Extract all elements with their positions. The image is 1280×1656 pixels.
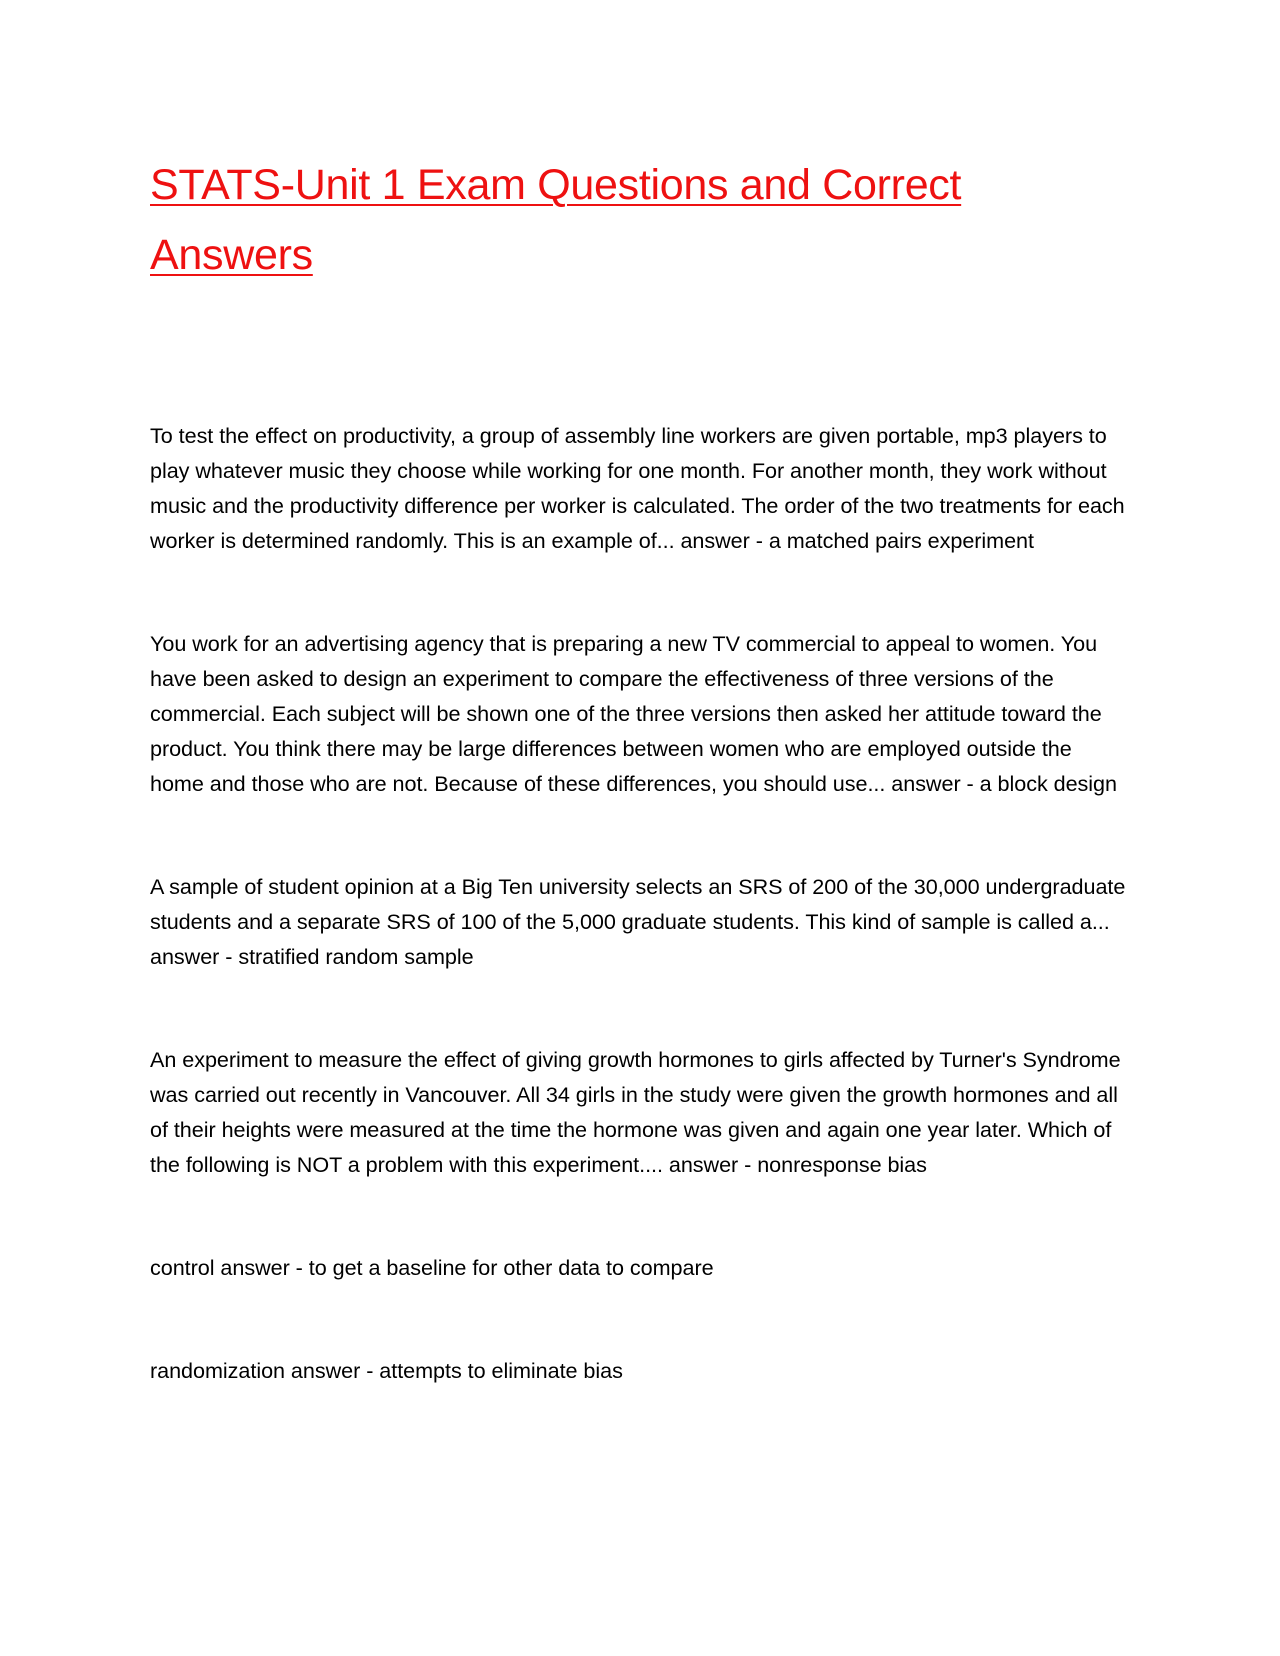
qa-entry-matched-pairs: To test the effect on productivity, a group of assembly line workers are given portable, mp3 players to play whatever music they choose while working for one month. For another month, they work without music and the productivity difference per worker is calculated. The order of the two treatments for each worker is determined randomly. This is an example of... answer - a matched pairs experiment bbox=[150, 423, 1125, 553]
document-title: STATS-Unit 1 Exam Questions and Correct Answers bbox=[150, 161, 962, 279]
document-content bbox=[150, 150, 1130, 1456]
qa-entry-block-design: You work for an advertising agency that is preparing a new TV commercial to appeal to women. You have been asked to design an experiment to compare the effectiveness of three versions of the commercial. Each subject will be shown one of the three versions then asked her attitude toward the product. You think there may be large differences between women who are employed outside the home and those who are not. Because of these differences, you should use... answer - a block design bbox=[150, 631, 1117, 796]
qa-list bbox=[150, 418, 1130, 1388]
qa-entry-randomization: randomization answer - attempts to eliminate bias bbox=[150, 1358, 623, 1383]
qa-entry-stratified-sample: A sample of student opinion at a Big Ten university selects an SRS of 200 of the 30,000 undergraduate students and a separate SRS of 100 of the 5,000 graduate students. This kind of sample is called a... answer - stratified random sample bbox=[150, 874, 1126, 969]
qa-entry-nonresponse-bias: An experiment to measure the effect of giving growth hormones to girls affected by Turner's Syndrome was carried out recently in Vancouver. All 34 girls in the study were given the growth hormones and all of their heights were measured at the time the hormone was given and again one year later. Which of the following is NOT a problem with this experiment.... answer - nonresponse bias bbox=[150, 1047, 1121, 1177]
qa-entry-control: control answer - to get a baseline for other data to compare bbox=[150, 1255, 714, 1280]
